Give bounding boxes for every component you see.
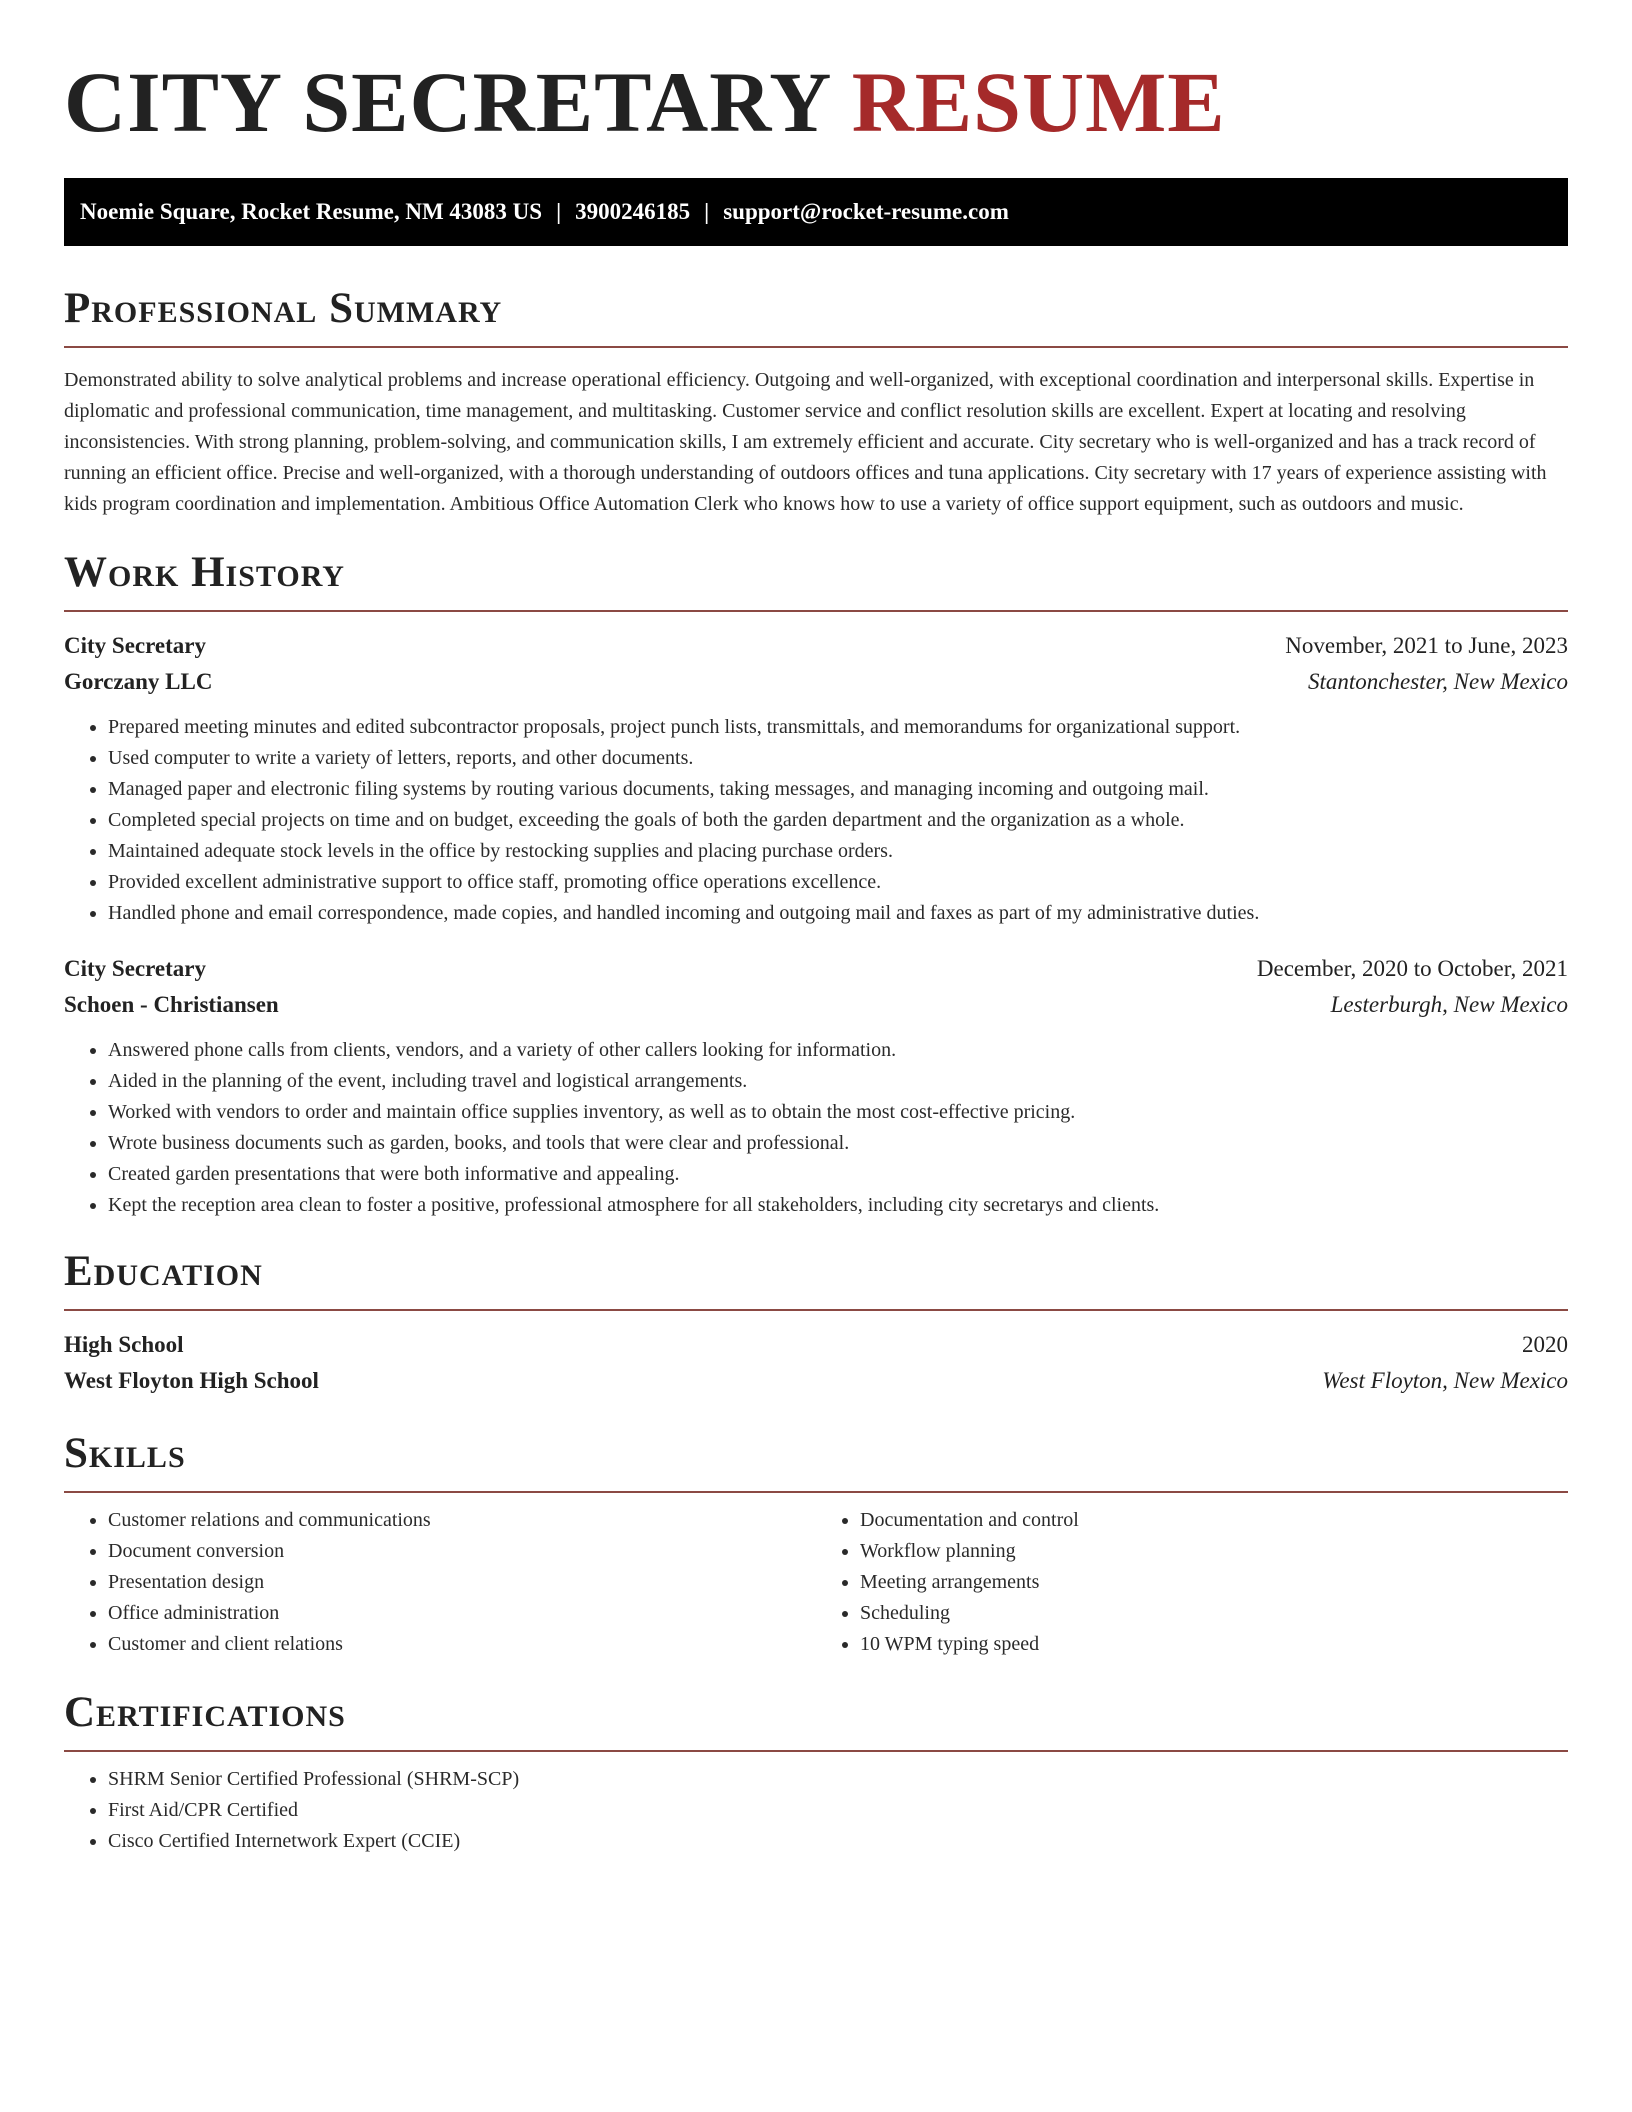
job-dates: November, 2021 to June, 2023 [1285, 633, 1568, 658]
skill-item: • 10 WPM typing speed [860, 1629, 1568, 1660]
job-company-row [64, 987, 1568, 1023]
education-degree: High School [64, 1332, 184, 1357]
summary-section [64, 284, 1568, 520]
list-item: • Used computer to write a variety of letters, reports, and other documents. [108, 743, 1568, 774]
certification-item: • Cisco Certified Internetwork Expert (CCIE) [108, 1826, 1568, 1857]
list-item: • Provided excellent administrative support to office staff, promoting office operations excellence. [108, 867, 1568, 898]
education-year: 2020 [1522, 1332, 1568, 1357]
job-dates: December, 2020 to October, 2021 [1256, 956, 1568, 981]
work-history-section [64, 548, 1568, 1221]
certification-item: • First Aid/CPR Certified [108, 1795, 1568, 1826]
title-accent: RESUME [851, 54, 1226, 150]
section-title: Work History [64, 549, 345, 596]
list-item: • Prepared meeting minutes and edited subcontractor proposals, project punch lists, transmittals, and memorandums for organizational support. [108, 712, 1568, 743]
job-location: Lesterburgh, New Mexico [1330, 992, 1568, 1017]
job-company: Schoen - Christiansen [64, 992, 279, 1017]
skill-item: • Customer relations and communications [108, 1505, 816, 1536]
job-bullets [64, 1035, 1568, 1221]
education-school: West Floyton High School [64, 1368, 319, 1393]
list-item: • Kept the reception area clean to foster a positive, professional atmosphere for all stakeholders, including city secretarys and clients. [108, 1190, 1568, 1221]
job-header-row [64, 951, 1568, 987]
certifications-list [64, 1764, 1568, 1857]
title-main: CITY SECRETARY [64, 54, 830, 150]
education-school-row [64, 1363, 1568, 1399]
contact-address: Noemie Square, Rocket Resume, NM 43083 US [80, 199, 543, 224]
skills-list-left [64, 1505, 816, 1660]
job-location: Stantonchester, New Mexico [1308, 669, 1568, 694]
skill-item: • Documentation and control [860, 1505, 1568, 1536]
list-item: • Created garden presentations that were both informative and appealing. [108, 1159, 1568, 1190]
contact-email[interactable]: support@rocket-resume.com [723, 199, 1009, 224]
job-bullets [64, 712, 1568, 929]
list-item: • Maintained adequate stock levels in the office by restocking supplies and placing purchase orders. [108, 836, 1568, 867]
skill-item: • Document conversion [108, 1536, 816, 1567]
job-company-row [64, 664, 1568, 700]
list-item: • Managed paper and electronic filing systems by routing various documents, taking messages, and managing incoming and outgoing mail. [108, 774, 1568, 805]
skill-item: • Workflow planning [860, 1536, 1568, 1567]
education-entry [64, 1327, 1568, 1399]
skills-grid [64, 1493, 1568, 1660]
contact-bar [64, 178, 1568, 246]
education-section [64, 1247, 1568, 1399]
certifications-section [64, 1688, 1568, 1857]
section-divider [64, 1309, 1568, 1311]
list-item: • Handled phone and email correspondence, made copies, and handled incoming and outgoing mail and faxes as part of my administrative duties. [108, 898, 1568, 929]
list-item: • Completed special projects on time and on budget, exceeding the goals of both the garden department and the organization as a whole. [108, 805, 1568, 836]
list-item: • Aided in the planning of the event, including travel and logistical arrangements. [108, 1066, 1568, 1097]
skills-list-right [816, 1505, 1568, 1660]
section-divider [64, 346, 1568, 348]
skill-item: • Customer and client relations [108, 1629, 816, 1660]
certification-item: • SHRM Senior Certified Professional (SHRM-SCP) [108, 1764, 1568, 1795]
contact-phone: 3900246185 [575, 199, 691, 224]
job-title: City Secretary [64, 633, 206, 658]
resume-title [64, 0, 1568, 152]
list-item: • Worked with vendors to order and maintain office supplies inventory, as well as to obtain the most cost-effective pricing. [108, 1097, 1568, 1128]
skill-item: • Office administration [108, 1598, 816, 1629]
education-header-row [64, 1327, 1568, 1363]
skills-section [64, 1429, 1568, 1660]
education-location: West Floyton, New Mexico [1322, 1368, 1568, 1393]
contact-separator: | [556, 199, 562, 224]
skill-item: • Scheduling [860, 1598, 1568, 1629]
section-title: Skills [64, 1430, 186, 1477]
section-title: Certifications [64, 1689, 346, 1736]
job-entry [64, 951, 1568, 1221]
section-title: Education [64, 1248, 263, 1295]
job-title: City Secretary [64, 956, 206, 981]
job-company: Gorczany LLC [64, 669, 213, 694]
list-item: • Wrote business documents such as garden, books, and tools that were clear and professional. [108, 1128, 1568, 1159]
section-title: Professional Summary [64, 285, 503, 332]
summary-text: Demonstrated ability to solve analytical problems and increase operational efficiency. Outgoing and well-organized, with exceptional coordination and interpersonal skills. Expertise in diplomatic and professional communication, time management, and multitasking. Customer service and conflict resolution skills are excellent. Expert at locating and resolving inconsistencies. With strong planning, problem-solving, and communication skills, I am extremely efficient and accurate. City secretary who is well-organized and has a track record of running an efficient office. Precise and well-organized, with a thorough understanding of outdoors offices and tuna applications. City secretary with 17 years of experience assisting with kids program coordination and implementation. Ambitious Office Automation Clerk who knows how to use a variety of office support equipment, such as outdoors and music. [64, 369, 1547, 515]
skill-item: • Meeting arrangements [860, 1567, 1568, 1598]
list-item: • Answered phone calls from clients, vendors, and a variety of other callers looking for information. [108, 1035, 1568, 1066]
job-header-row [64, 628, 1568, 664]
job-entry [64, 628, 1568, 929]
contact-separator: | [704, 199, 710, 224]
section-divider [64, 610, 1568, 612]
section-divider [64, 1750, 1568, 1752]
skill-item: • Presentation design [108, 1567, 816, 1598]
